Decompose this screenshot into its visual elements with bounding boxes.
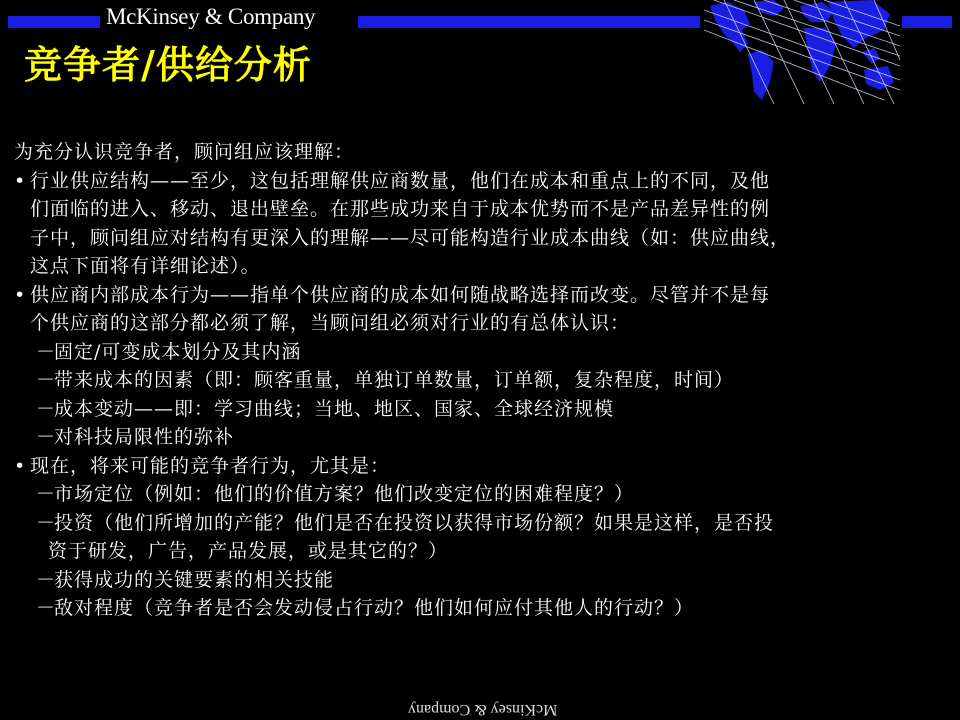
sub-item-text: 投资（他们所增加的产能？他们是否在投资以获得市场份额？如果是这样，是否投 <box>54 511 775 534</box>
sub-item <box>14 423 934 452</box>
dash-icon: － <box>36 340 57 363</box>
header-bar-right <box>902 16 952 28</box>
bullet-line: 行业供应结构——至少，这包括理解供应商数量，他们在成本和重点上的不同，及他 <box>30 169 771 192</box>
dash-icon: － <box>36 483 57 505</box>
sub-item-text: 市场定位（例如：他们的价值方案？他们改变定位的困难程度？） <box>54 483 635 505</box>
brand-logo: McKinsey & Company <box>106 4 316 29</box>
header-bar-left <box>8 16 100 28</box>
bullet-icon: • <box>14 454 27 477</box>
sub-item-text: 获得成功的关键要素的相关技能 <box>54 568 335 591</box>
bullet-item <box>14 167 934 281</box>
bullet-line: 现在，将来可能的竞争者行为，尤其是： <box>30 454 391 477</box>
sub-item-text: 成本变动——即：学习曲线；当地、地区、国家、全球经济规模 <box>54 397 615 420</box>
bullet-line: 供应商内部成本行为——指单个供应商的成本如何随战略选择而改变。尽管并不是每 <box>30 283 771 306</box>
bullet-line: 们面临的进入、移动、退出壁垒。在那些成功来自于成本优势而不是产品差异性的例 <box>30 198 771 220</box>
intro-line: 为充分认识竞争者，顾问组应该理解： <box>14 141 355 163</box>
dash-icon: － <box>36 511 57 534</box>
sub-item <box>14 338 934 367</box>
dash-icon: － <box>36 397 57 420</box>
sub-item <box>14 566 934 595</box>
sub-item <box>14 366 934 395</box>
sub-item-text: 对科技局限性的弥补 <box>54 426 235 448</box>
header-bar-middle <box>358 16 700 28</box>
bullet-item <box>14 452 934 481</box>
sub-item-text-continued: 资于研发，广告，产品发展，或是其它的？） <box>48 540 449 562</box>
sub-item <box>14 509 934 566</box>
sub-item-text: 带来成本的因素（即：顾客重量，单独订单数量，订单额，复杂程度，时间） <box>54 369 735 391</box>
footer-brand: McKinsey & Company <box>408 701 558 718</box>
sub-item <box>14 594 934 623</box>
bullet-item <box>14 281 934 338</box>
dash-icon: － <box>36 597 57 619</box>
sub-item <box>14 395 934 424</box>
bullet-line: 子中，顾问组应对结构有更深入的理解——尽可能构造行业成本曲线（如：供应曲线， <box>30 226 791 249</box>
dash-icon: － <box>36 568 57 591</box>
body-text <box>14 138 934 623</box>
dash-icon: － <box>36 426 57 448</box>
bullet-line: 个供应商的这部分都必须了解，当顾问组必须对行业的有总体认识： <box>30 312 631 334</box>
bullet-icon: • <box>14 283 27 306</box>
world-map-icon <box>704 0 900 104</box>
bullet-line: 这点下面将有详细论述）。 <box>30 255 261 277</box>
page-title: 竞争者/供给分析 <box>24 42 312 87</box>
sub-item-text: 敌对程度（竞争者是否会发动侵占行动？他们如何应付其他人的行动？） <box>54 597 695 619</box>
sub-item-text: 固定/可变成本划分及其内涵 <box>54 340 302 363</box>
sub-item <box>14 480 934 509</box>
bullet-icon: • <box>14 169 27 192</box>
dash-icon: － <box>36 369 57 391</box>
